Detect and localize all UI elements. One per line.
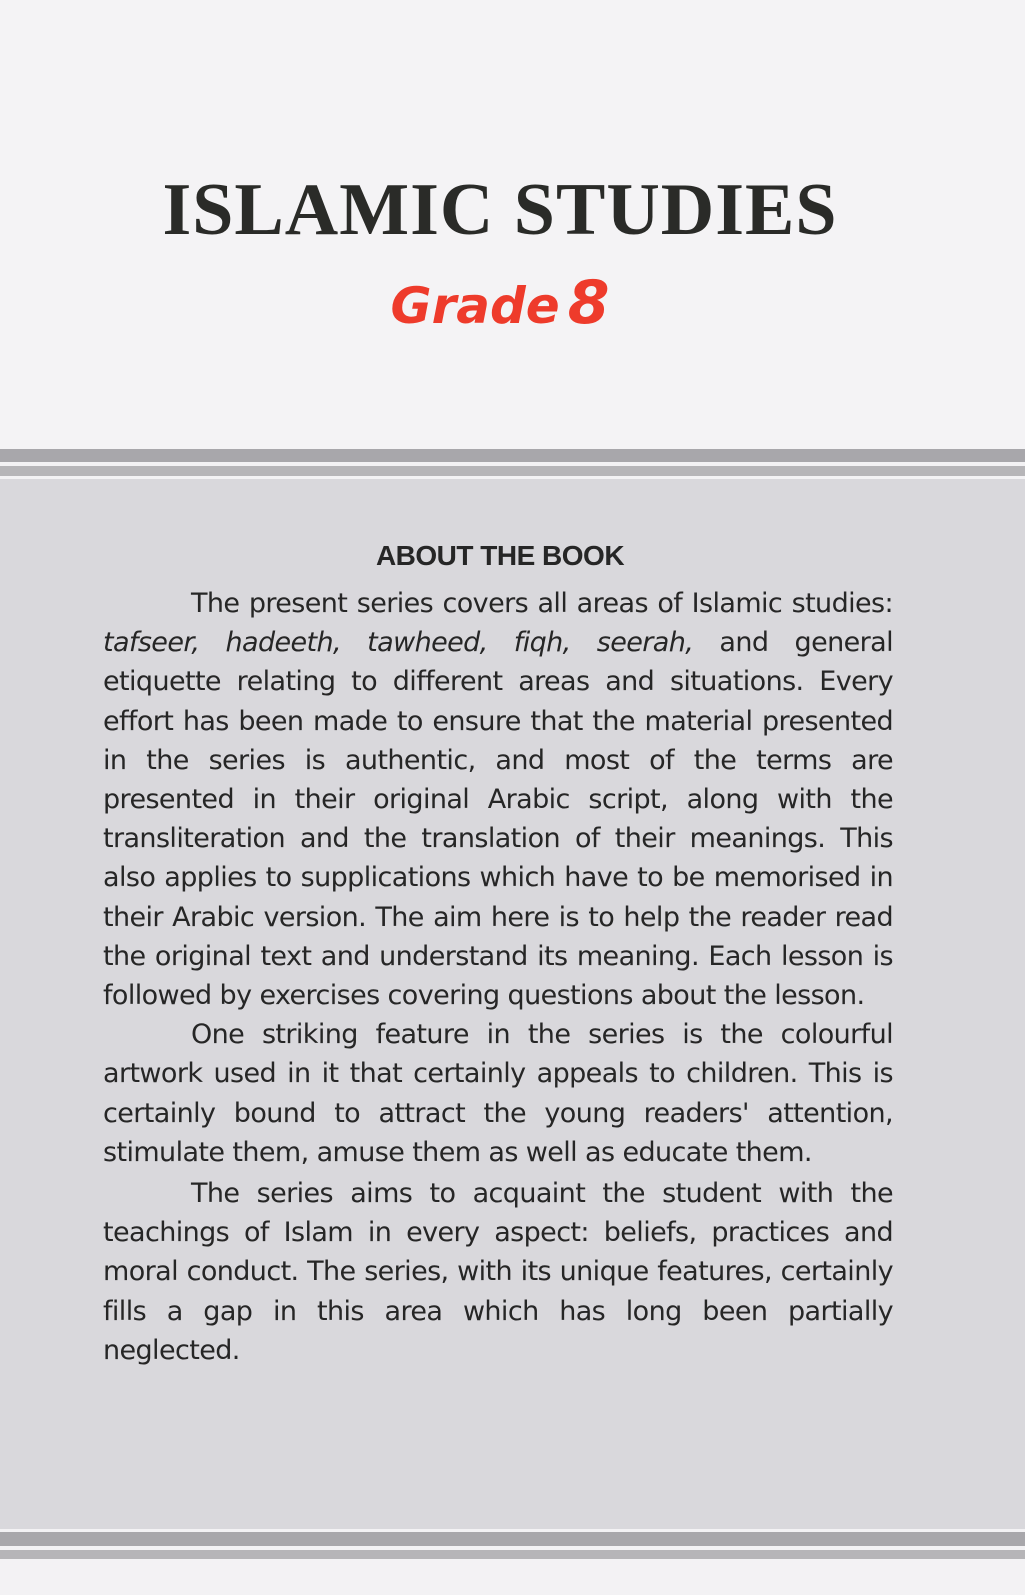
about-paragraph-1-rest: and general etiquette relating to different areas and situations. Every effort has been made to ensure that the material presented in the series is authentic, and most of the terms are presented in their original Arabic script, along with the transliteration and the translation of their meanings. This also applies to supplications which have to be memorised in their Arabic version. The aim here is to help the reader read the original text and understand its meaning. Each lesson is followed by exercises covering questions about the lesson. [103, 627, 893, 1012]
book-title: ISLAMIC STUDIES [162, 169, 838, 251]
grade-number: 8 [567, 268, 610, 338]
about-body [103, 584, 893, 1370]
top-divider-band [0, 449, 1025, 462]
about-paragraph-1-lead: The present series covers all areas of Islamic studies: [191, 588, 893, 619]
cover-header [0, 0, 1025, 455]
footer-strip [0, 1559, 1025, 1595]
about-paragraph-1 [103, 584, 893, 1015]
grade-label [0, 268, 1000, 353]
about-paragraph-1-terms: tafseer, hadeeth, tawheed, fiqh, seerah, [103, 627, 694, 659]
about-paragraph-3: The series aims to acquaint the student with the teachings of Islam in every aspect: beliefs, practices and moral conduct. The series, with its unique features, certainly fills a gap in this area which has long been partially neglected. [103, 1178, 893, 1366]
bottom-divider-band [0, 1532, 1025, 1546]
about-paragraph-2: One striking feature in the series is the colourful artwork used in it that certainly appeals to children. This is certainly bound to attract the young readers' attention, stimulate them, amuse them as well as educate them. [103, 1019, 893, 1168]
about-heading: ABOUT THE BOOK [375, 540, 625, 571]
grade-word: Grade [390, 277, 560, 335]
bottom-divider-band-secondary [0, 1550, 1025, 1559]
top-divider-band-secondary [0, 466, 1025, 476]
